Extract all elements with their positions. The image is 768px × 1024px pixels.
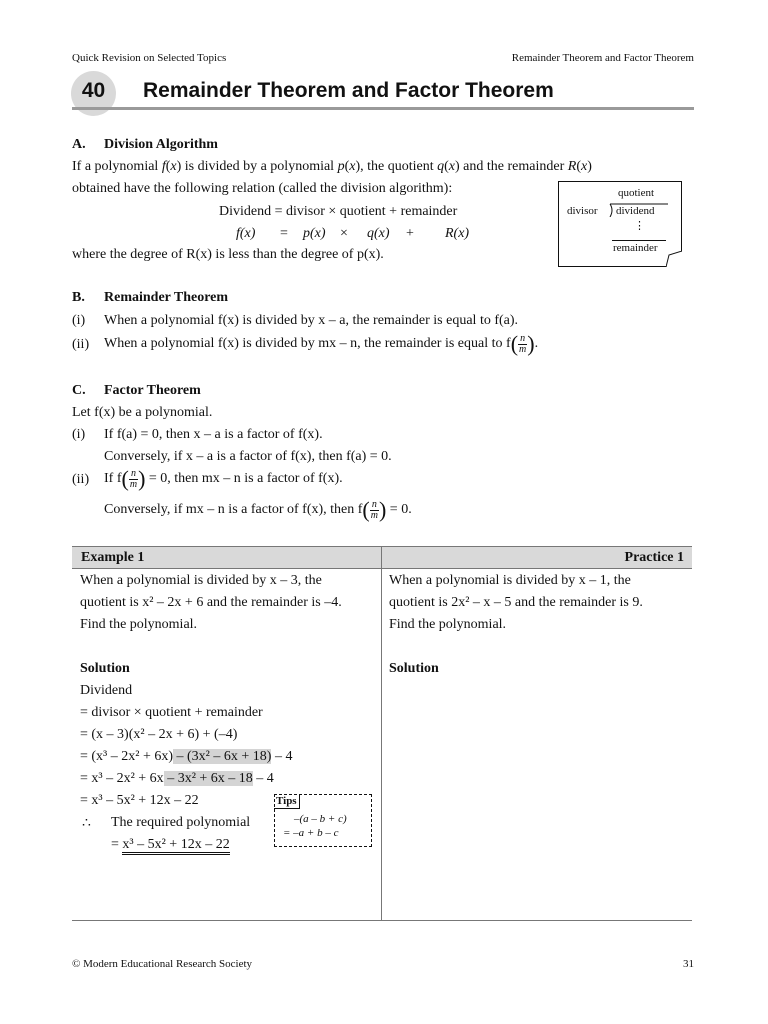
section-b-heading: Remainder Theorem [104, 290, 229, 305]
solution-line6: = x³ – 5x² + 12x – 22 [80, 793, 199, 808]
title-rule [72, 107, 694, 110]
tips-line2: = –a + b – c [283, 827, 339, 839]
section-c-item1-converse: Conversely, if x – a is a factor of f(x), then f(a) = 0. [104, 449, 392, 464]
section-c-item2-label: (ii) [72, 472, 90, 487]
note-quotient: quotient [618, 187, 655, 199]
solution-answer: = x³ – 5x² + 12x – 22 [111, 837, 230, 853]
section-c-item2: If f( $\frac{n}{m}$ ) = 0, then mx – n is a factor of f(x). [104, 466, 343, 491]
solution-line2: = divisor × quotient + remainder [80, 705, 263, 720]
note-remainder: remainder [613, 242, 658, 254]
footer-copyright: © Modern Educational Research Society [72, 958, 253, 970]
page-title: Remainder Theorem and Factor Theorem [143, 79, 554, 102]
section-b-item2-label: (ii) [72, 337, 90, 352]
note-rule [612, 240, 666, 241]
section-c-item2-converse: Conversely, if mx – n is a factor of f(x), then f( $\frac{n}{m}$ ) = 0. [104, 497, 412, 522]
practice-label: Practice 1 [624, 550, 684, 565]
section-a-line3: where the degree of R(x) is less than the degree of p(x). [72, 247, 384, 262]
solution-line1: Dividend [80, 683, 133, 698]
section-b-item1-label: (i) [72, 313, 86, 328]
chapter-number: 40 [81, 79, 106, 102]
section-a-letter: A. [72, 137, 86, 152]
practice-question-line3: Find the polynomial. [389, 617, 507, 632]
solution-line3: = (x – 3)(x² – 2x + 6) + (–4) [80, 727, 238, 742]
note-fold-corner [666, 251, 682, 267]
note-dots: ⋮ [634, 220, 645, 232]
fraction-n-over-m: $\frac{n}{m}$ [519, 332, 527, 355]
eq-equals: = [280, 226, 288, 241]
example-question-line3: Find the polynomial. [80, 617, 198, 632]
example-question-line1: When a polynomial is divided by x – 3, the [80, 573, 322, 588]
section-b-letter: B. [72, 290, 85, 305]
eq-qx: q(x) [367, 226, 390, 241]
solution-line7: The required polynomial [111, 815, 251, 830]
section-c-item1: If f(a) = 0, then x – a is a factor of f(x). [104, 427, 323, 442]
eq-times: × [340, 226, 348, 241]
table-column-divider [381, 547, 382, 921]
tips-label: Tips [274, 794, 300, 809]
example-solution-label: Solution [80, 661, 130, 676]
section-c-item1-label: (i) [72, 427, 86, 442]
fraction-n-over-m: $\frac{n}{m}$ [370, 498, 378, 521]
highlight-term: – (3x² – 6x + 18) [173, 749, 272, 764]
section-b-item1: When a polynomial f(x) is divided by x – a, the remainder is equal to f(a). [104, 313, 519, 328]
running-header-right: Remainder Theorem and Factor Theorem [511, 52, 694, 64]
fraction-n-over-m: $\frac{n}{m}$ [129, 467, 138, 490]
therefore-symbol: ∴ [82, 816, 91, 831]
highlight-term: – 3x² + 6x – 18 [163, 771, 253, 786]
tips-line1: –(a – b + c) [294, 813, 347, 825]
division-algorithm-words: Dividend = divisor × quotient + remainder [219, 204, 458, 219]
section-b-item2: When a polynomial f(x) is divided by mx – n, the remainder is equal to f( $\frac{n}{m}$ ). [104, 331, 539, 356]
solution-line5: = x³ – 2x² + 6x – 3x² + 6x – 18 – 4 [80, 771, 274, 786]
running-header-left: Quick Revision on Selected Topics [72, 52, 227, 64]
note-divisor: divisor [567, 205, 598, 217]
example-label: Example 1 [81, 550, 145, 565]
final-answer: x³ – 5x² + 12x – 22 [122, 837, 229, 855]
practice-question-line2: quotient is 2x² – x – 5 and the remainder is 9. [389, 595, 643, 610]
eq-px: p(x) [303, 226, 326, 241]
solution-line4: = (x³ – 2x² + 6x) – (3x² – 6x + 18) – 4 [80, 749, 293, 764]
section-a-heading: Division Algorithm [104, 137, 218, 152]
section-c-heading: Factor Theorem [104, 383, 201, 398]
practice-solution-label: Solution [389, 661, 439, 676]
section-c-letter: C. [72, 383, 86, 398]
note-dividend: dividend [616, 205, 655, 217]
section-c-intro: Let f(x) be a polynomial. [72, 405, 213, 420]
page-number: 31 [683, 958, 694, 970]
eq-rx: R(x) [445, 226, 470, 241]
section-a-line2: obtained have the following relation (called the division algorithm): [72, 181, 453, 196]
practice-question-line1: When a polynomial is divided by x – 1, the [389, 573, 631, 588]
eq-fx: f(x) [236, 226, 256, 241]
eq-plus: + [406, 226, 414, 241]
example-question-line2: quotient is x² – 2x + 6 and the remainder is –4. [80, 595, 342, 610]
section-a-line1: If a polynomial f(x) is divided by a polynomial p(x), the quotient q(x) and the remainder R(x) [72, 159, 592, 174]
